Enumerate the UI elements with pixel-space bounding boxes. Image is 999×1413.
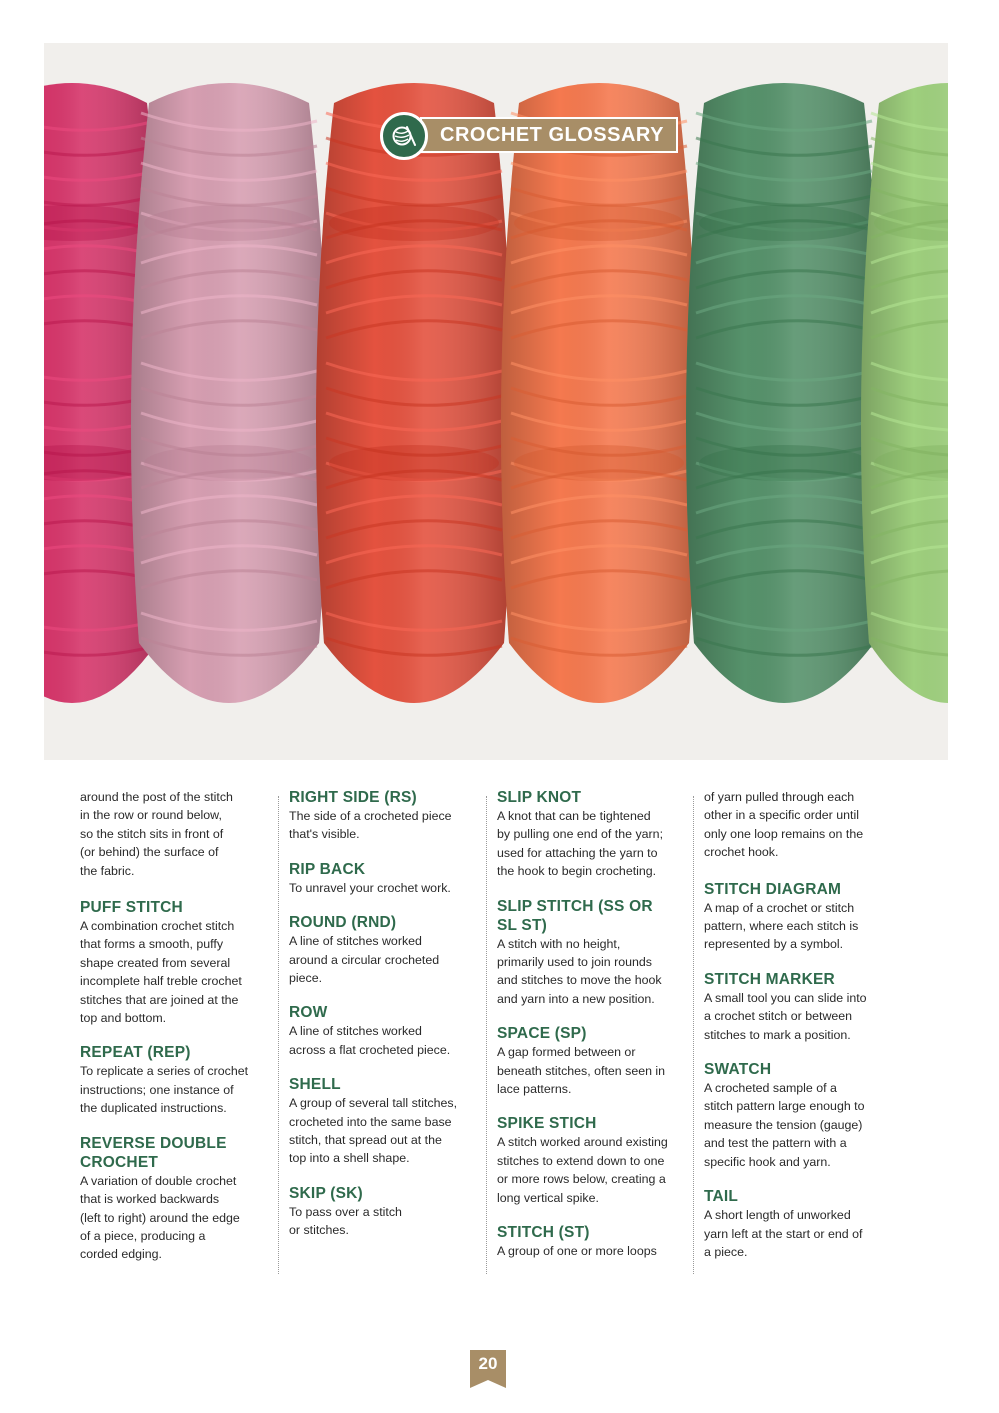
glossary-entry (497, 788, 687, 881)
column-divider (486, 796, 487, 1274)
glossary-entry (497, 1114, 687, 1207)
page-number: 20 (478, 1354, 498, 1373)
glossary-entry (289, 788, 479, 844)
glossary-definition: A knot that can be tightened by pulling one end of the yarn; used for attaching the yarn to the hook to begin crocheting. (497, 809, 664, 879)
continued-definition: of yarn pulled through each other in a specific order until only one loop remains on the crochet hook. (704, 790, 864, 860)
glossary-column-3 (497, 788, 687, 1268)
glossary-entry (497, 897, 687, 1009)
glossary-entry (80, 1043, 270, 1117)
glossary-term: SHELL (289, 1076, 341, 1094)
glossary-definition: A group of several tall stitches, crocheted into the same base stitch, that spread out at the top into a shell shape. (289, 1096, 458, 1166)
column-divider (693, 796, 694, 1274)
glossary-term: SPACE (SP) (497, 1025, 587, 1043)
glossary-definition: A gap formed between or beneath stitches, often seen in lace patterns. (497, 1045, 666, 1097)
glossary-term: STITCH DIAGRAM (704, 880, 842, 898)
page-title: CROCHET GLOSSARY (420, 117, 678, 153)
glossary-definition: A line of stitches worked around a circular crocheted piece. (289, 934, 440, 986)
glossary-term: RIP BACK (289, 860, 366, 878)
glossary-entry (289, 860, 479, 897)
glossary-column-2 (289, 788, 479, 1268)
glossary-entry (704, 1187, 894, 1261)
glossary-entry (497, 1024, 687, 1098)
yarn-skein (131, 83, 327, 703)
glossary-entry (497, 1223, 687, 1260)
glossary-entry (704, 1060, 894, 1171)
glossary-entry (704, 880, 894, 954)
glossary-term: ROW (289, 1004, 328, 1022)
page-number-tab (470, 1350, 506, 1388)
glossary-definition: A crocheted sample of a stitch pattern large enough to measure the tension (gauge) and test the pattern with a specific hook and yarn. (704, 1081, 865, 1169)
glossary-definition: To pass over a stitch or stitches. (289, 1204, 402, 1238)
glossary-term: REVERSE DOUBLE CROCHET (80, 1134, 227, 1171)
glossary-definition: To unravel your crochet work. (289, 880, 451, 895)
glossary-entry (80, 1134, 270, 1264)
column-divider (278, 796, 279, 1274)
glossary-definition: A stitch worked around existing stitches to extend down to one or more rows below, creating a long vertical spike. (497, 1135, 668, 1205)
glossary-definition: A group of one or more loops (497, 1244, 657, 1259)
glossary-entry (704, 970, 894, 1044)
yarn-skein (686, 83, 882, 703)
glossary-term: PUFF STITCH (80, 899, 183, 917)
glossary-definition: To replicate a series of crochet instructions; one instance of the duplicated instructions. (80, 1064, 249, 1116)
glossary-definition: A stitch with no height, primarily used to join rounds and stitches to move the hook and yarn into a new position. (497, 936, 662, 1006)
glossary-entry (289, 1003, 479, 1059)
glossary-column-4 (704, 788, 894, 1268)
glossary-definition: A map of a crochet or stitch pattern, where each stitch is represented by a symbol. (704, 900, 859, 952)
glossary-definition: A small tool you can slide into a crochet stitch or between stitches to mark a position. (704, 990, 867, 1042)
glossary-definition: A combination crochet stitch that forms a smooth, puffy shape created from several incomplete half treble crochet stitches that are joined at the top and bottom. (80, 919, 242, 1026)
glossary-term: RIGHT SIDE (RS) (289, 789, 417, 806)
yarn-icon (380, 112, 428, 160)
yarn-skein (316, 83, 512, 703)
glossary-term: TAIL (704, 1188, 739, 1206)
glossary-definition: A short length of unworked yarn left at the start or end of a piece. (704, 1208, 863, 1259)
glossary-column-1 (80, 788, 270, 1268)
glossary-entry (289, 1184, 479, 1240)
glossary-columns (80, 788, 910, 1278)
glossary-definition: The side of a crocheted piece that's visible. (289, 809, 452, 842)
glossary-entry (80, 898, 270, 1027)
glossary-term: SLIP STITCH (SS OR SL ST) (497, 897, 653, 934)
glossary-term: REPEAT (REP) (80, 1044, 191, 1062)
glossary-definition: A variation of double crochet that is worked backwards (left to right) around the edge of a piece, producing a corded edging. (80, 1173, 240, 1262)
glossary-term: SKIP (SK) (289, 1184, 363, 1202)
glossary-definition: A line of stitches worked across a flat crocheted piece. (289, 1024, 451, 1057)
glossary-term: STITCH (ST) (497, 1224, 590, 1242)
glossary-entry (289, 1075, 479, 1168)
glossary-term: ROUND (RND) (289, 914, 397, 932)
glossary-term: SPIKE STICH (497, 1115, 597, 1133)
glossary-term: SWATCH (704, 1061, 772, 1079)
glossary-entry (289, 913, 479, 987)
continued-definition: around the post of the stitch in the row or round below, so the stitch sits in front of (or behind) the surface of the fabric. (80, 790, 233, 878)
yarn-skein (861, 83, 948, 703)
yarn-skein (501, 83, 697, 703)
glossary-term: SLIP KNOT (497, 789, 582, 806)
yarn-photo (44, 43, 948, 760)
glossary-term: STITCH MARKER (704, 970, 835, 988)
